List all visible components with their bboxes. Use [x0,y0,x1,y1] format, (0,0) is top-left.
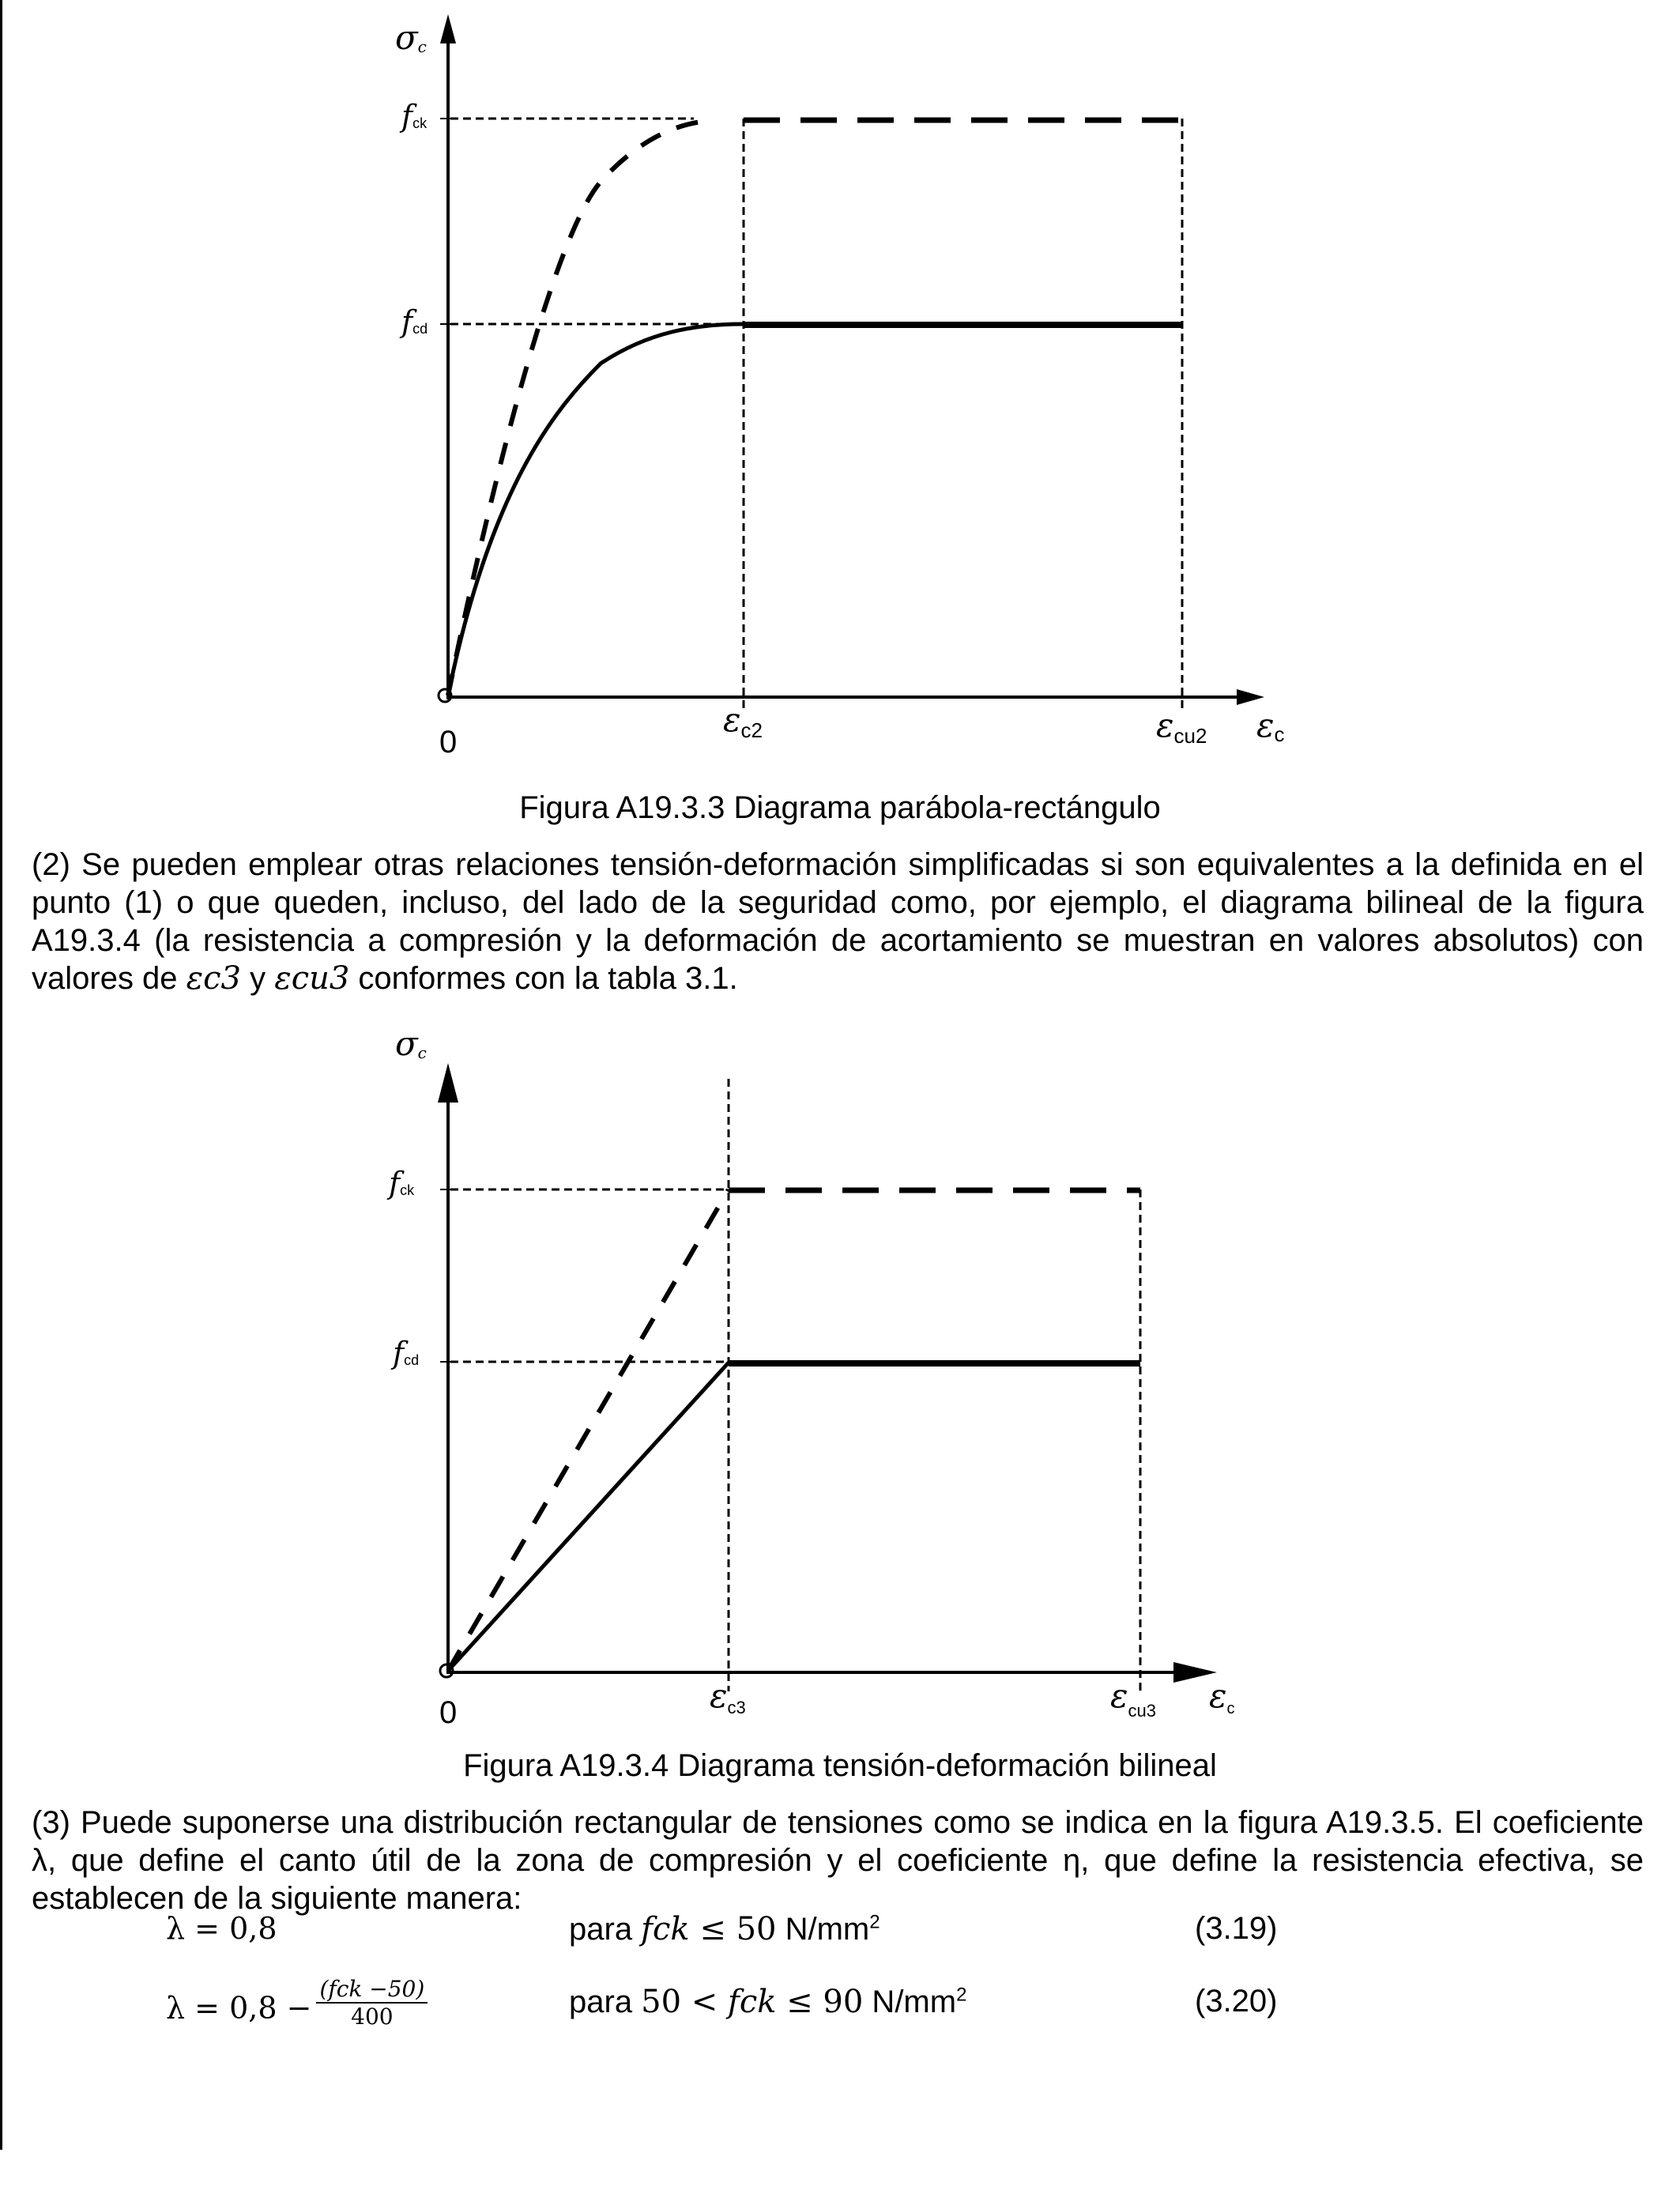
figure-parabola-rectangle [0,0,1680,782]
ec2-label: εc2 [723,700,763,742]
x-axis-arrow [1237,689,1264,705]
condition-exponent: 2 [956,1984,967,2006]
equation-number: (3.20) [1195,1984,1278,2019]
paragraph-2-part2: conformes con la tabla 3.1. [349,961,738,996]
equation-lhs: λ = 0,8 − $\frac{\text{(fck −50)}}{400}$ [166,1984,428,2038]
condition-relation: ≤ 90 [776,1984,864,2020]
equation-3-19 [0,1911,1680,1966]
paragraph-2 [32,846,1644,997]
condition-prefix: para [569,1985,642,2019]
fck-label: fck [401,99,428,134]
fck-label: fck [389,1166,415,1201]
equation-condition [569,1911,880,1947]
figure1-caption: Figura A19.3.3 Diagrama parábola-rectángulo [519,790,1161,825]
fck-linear-line [448,1189,729,1671]
equation-lhs: λ = 0,8 [166,1911,277,1946]
fcd-parabola-curve [448,324,744,696]
condition-relation: ≤ 50 [689,1911,777,1947]
fcd-linear-line [448,1363,729,1671]
paragraph-2-mid: y [241,961,275,996]
condition-lower-bound: 50 < [641,1984,729,2020]
fraction-numerator: (fck −50) [316,1976,428,2004]
fcd-label: fcd [393,1336,420,1370]
fraction-denominator: 400 [351,2004,394,2030]
y-axis-arrow [438,1063,458,1103]
ecu2-label: εcu2 [1156,706,1207,748]
figure2-caption: Figura A19.3.4 Diagrama tensión-deformación bilineal [463,1748,1217,1783]
equation-fraction [316,1976,428,2030]
condition-unit: N/mm [776,1912,870,1947]
x-axis-label: εc [1209,1676,1235,1717]
paragraph-3: (3) Puede suponerse una distribución rectangular de tensiones como se indica en la figura A19.3.5. El coeficiente λ, que define el canto útil de la zona de compresión y el coeficiente η, que define la resistencia efectiva, se establecen de la siguiente manera: [32,1805,1644,1916]
y-axis-label: σc [395,1024,427,1063]
equation-condition [569,1984,966,2020]
ec3-label: εc3 [710,1676,746,1717]
condition-prefix: para [569,1912,642,1947]
condition-exponent: 2 [869,1911,880,1933]
condition-variable: fck [728,1984,777,2020]
x-axis-label: εc [1256,706,1285,746]
y-axis-label: σc [395,18,427,57]
equation-3-20 [0,1976,1680,2036]
fck-parabola-curve [448,121,711,696]
origin-label: 0 [439,725,458,760]
fcd-label: fcd [401,304,428,339]
eps-c3-symbol: εc3 [186,960,241,997]
eps-cu3-symbol: εcu3 [274,960,350,997]
equation-number: (3.19) [1195,1911,1278,1946]
ecu3-label: εcu3 [1110,1676,1157,1721]
y-axis-arrow [440,14,456,43]
paragraph-2-part1: (2) Se pueden emplear otras relaciones tensión-deformación simplificadas si son equivalentes a la definida en el punto (1) o que queden, incluso, del lado de la seguridad como, por ejemplo, el diagrama bilineal de la figura A19.3.4 (la resistencia a compresión y la deformación de acortamiento se muestran en valores absolutos) con valores de [32,847,1644,996]
origin-label: 0 [439,1695,458,1730]
figure-bilinear [0,1020,1680,1755]
condition-unit: N/mm [863,1985,957,2019]
condition-variable: fck [641,1911,690,1947]
